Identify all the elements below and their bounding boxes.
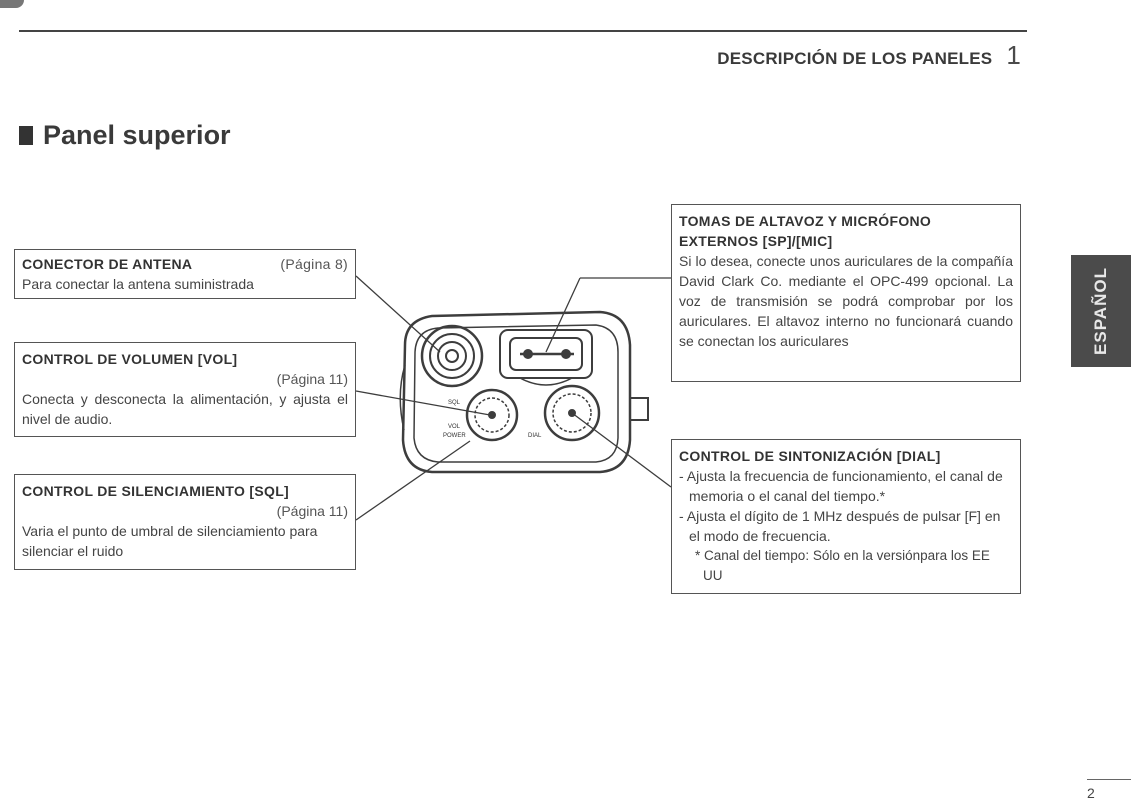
page-header (717, 40, 1021, 71)
antenna-connector-outer (422, 326, 482, 386)
antenna-connector-pin (446, 350, 458, 362)
jack-left-icon (524, 350, 532, 358)
chapter-number: 1 (1006, 40, 1021, 70)
callout-squelch-control (14, 474, 356, 570)
callout-antenna-page-ref: (Página 8) (280, 256, 348, 272)
dial-knob-outer (545, 386, 599, 440)
callout-volume-text: Conecta y desconecta la alimentación, y ajusta el nivel de audio. (22, 391, 348, 427)
power-label: POWER (443, 433, 466, 439)
jack-cover-lip (520, 378, 572, 385)
callout-squelch-text: Varia el punto de umbral de silenciamiento para silenciar el ruido (22, 523, 318, 559)
leader-line-dial (572, 413, 671, 487)
language-side-tab (1071, 255, 1131, 367)
callout-jacks-text: Si lo desea, conecte unos auriculares de la compañía David Clark Co. mediante el OPC-499 opcional. La voz de transmisión se podrá comprobar por los auriculares. El altavoz interno no funcionará cuando se conectan los auriculares (679, 253, 1013, 349)
square-bullet-icon (19, 126, 33, 145)
callout-squelch-page-ref: (Página 11) (276, 503, 348, 519)
callout-antenna-title: CONECTOR DE ANTENA (22, 256, 193, 272)
side-clip (630, 398, 648, 420)
side-bump (400, 365, 405, 430)
vol-label: VOL (448, 424, 461, 430)
sql-label: SQL (448, 400, 461, 406)
jack-cover-outer (500, 330, 592, 378)
leader-line-squelch (356, 441, 470, 520)
callout-antenna-text: Para conectar la antena suministrada (22, 276, 254, 292)
language-side-tab-label: ESPAÑOL (1091, 267, 1110, 355)
leader-line-volume (356, 391, 490, 415)
callout-tuning-dial (671, 439, 1021, 594)
footer-rule (1087, 779, 1131, 780)
callout-squelch-title: CONTROL DE SILENCIAMIENTO [SQL] (22, 483, 290, 499)
radio-body-inner (414, 325, 618, 462)
callout-jacks-title: TOMAS DE ALTAVOZ Y MICRÓFONO EXTERNOS [SP]/[MIC] (679, 213, 932, 249)
callout-volume-title: CONTROL DE VOLUMEN [VOL] (22, 351, 238, 367)
leader-line-jacks-drop (546, 278, 580, 352)
antenna-connector-ring (430, 334, 474, 378)
callout-volume-control (14, 342, 356, 437)
dial-knob-inner (553, 394, 591, 432)
callout-dial-item-1: - Ajusta la frecuencia de funcionamiento, el canal de memoria o el canal del tiempo.* (679, 468, 1003, 504)
header-rule (19, 30, 1027, 32)
volume-knob-center (489, 412, 495, 418)
callout-antenna-title-row (22, 254, 348, 274)
scan-mark (0, 0, 24, 8)
callout-dial-title: CONTROL DE SINTONIZACIÓN [DIAL] (679, 448, 941, 464)
dial-label: DIAL (528, 433, 542, 439)
page-number: 2 (1087, 785, 1095, 801)
section-heading: DESCRIPCIÓN DE LOS PANELES (717, 49, 993, 68)
jack-right-icon (562, 350, 570, 358)
callout-dial-item-2: - Ajusta el dígito de 1 MHz después de pulsar [F] en el modo de frecuencia. (679, 508, 1001, 544)
callout-speaker-mic-jacks (671, 204, 1021, 382)
dial-knob-center (569, 410, 575, 416)
callout-antenna-connector (14, 249, 356, 299)
callout-dial-note: * Canal del tiempo: Sólo en la versiónpara los EE UU (695, 548, 990, 583)
section-title (19, 120, 231, 151)
radio-body-outline (403, 312, 630, 472)
volume-knob-inner (475, 398, 509, 432)
section-title-text: Panel superior (43, 120, 231, 150)
antenna-connector-center (438, 342, 466, 370)
volume-knob-outer (467, 390, 517, 440)
callout-volume-page-ref: (Página 11) (276, 371, 348, 387)
leader-line-antenna (356, 276, 440, 352)
jack-cover-inner (510, 338, 582, 370)
